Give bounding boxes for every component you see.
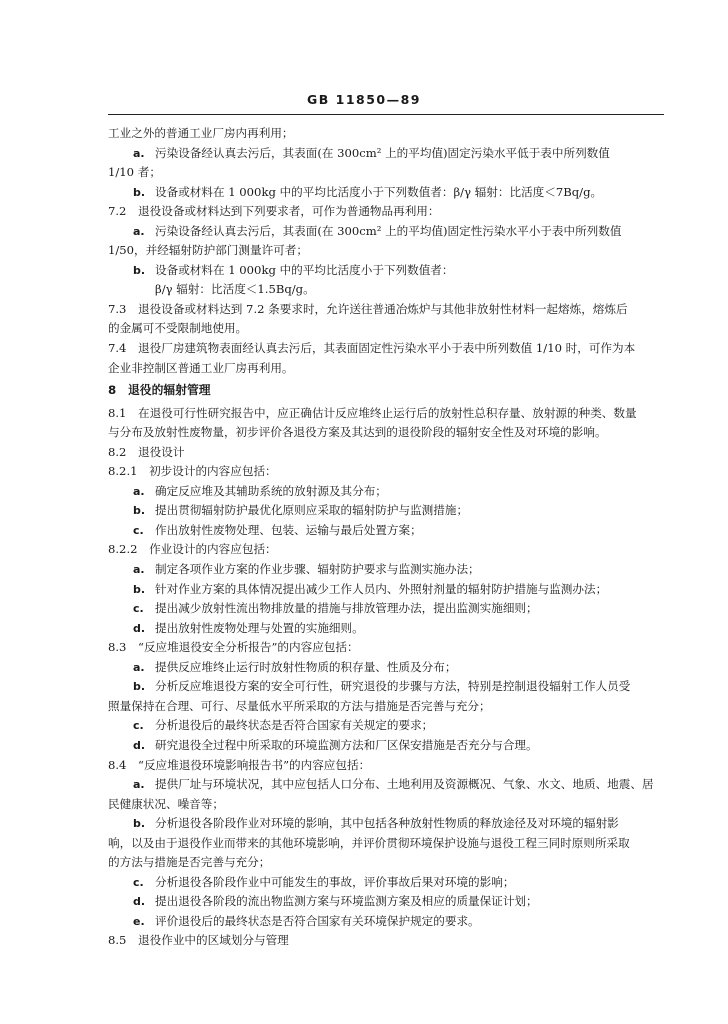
line-text: 的金属可不受限制地使用。 (108, 321, 248, 336)
list-marker: e. (133, 914, 145, 928)
text-line (108, 521, 664, 541)
list-marker: a. (133, 146, 145, 160)
header-rule (108, 114, 664, 115)
text-line (108, 580, 664, 600)
line-text: 提出退役各阶段的流出物监测方案与环境监测方案及相应的质量保证计划； (155, 894, 538, 909)
line-text: 响，以及由于退役作业而带来的其他环境影响，并评价贯彻环境保护设施与退役工程三同时原则所采取 (108, 835, 630, 850)
text-line (108, 638, 664, 658)
text-line (108, 599, 664, 619)
line-text: 分析退役各阶段作业中可能发生的事故，评价事故后果对环境的影响； (155, 874, 515, 889)
text-line (108, 124, 664, 144)
line-text: 8.2 退役设计 (108, 444, 185, 459)
document-body (108, 124, 664, 951)
list-marker: a. (133, 778, 145, 792)
line-text: 污染设备经认真去污后，其表面(在 300cm² 上的平均值)固定性污染水平小于表中所列数值 (155, 223, 622, 238)
text-line (108, 873, 664, 893)
line-text: 企业非控制区普通工业厂房再利用。 (108, 360, 294, 375)
page-header-standard-number: GB 11850—89 (306, 92, 422, 107)
text-line (108, 892, 664, 912)
list-marker: b. (133, 680, 146, 694)
text-line (108, 261, 664, 281)
line-text: 研究退役全过程中所采取的环境监测方法和厂区保安措施是否充分与合理。 (155, 737, 538, 752)
list-marker: c. (133, 523, 144, 537)
text-line (108, 202, 664, 222)
text-line (108, 756, 664, 776)
list-marker: b. (133, 817, 146, 831)
line-text: 与分布及放射性废物量，初步评价各退役方案及其达到的退役阶段的辐射安全性及对环境的影响。 (108, 425, 607, 440)
text-line (108, 795, 664, 815)
list-marker: b. (133, 263, 146, 277)
text-line (108, 423, 664, 443)
list-marker: b. (133, 582, 146, 596)
line-text: 提出减少放射性流出物排放量的措施与排放管理办法，提出监测实施细则； (155, 601, 538, 616)
text-line (108, 144, 664, 164)
text-line (108, 319, 664, 339)
text-line (108, 931, 664, 951)
line-text: 提供反应堆终止运行时放射性物质的积存量、性质及分布； (155, 659, 457, 674)
text-line (108, 775, 664, 795)
text-line (108, 677, 664, 697)
line-text: 制定各项作业方案的作业步骤、辐射防护要求与监测实施办法； (155, 562, 480, 577)
line-text: 8.1 在退役可行性研究报告中，应正确估计反应堆终止运行后的放射性总积存量、放射源的种类、数量 (108, 405, 637, 420)
line-text: 8 退役的辐射管理 (108, 383, 211, 398)
line-text: 提出贯彻辐射防护最优化原则应采取的辐射防护与监测措施； (155, 503, 469, 518)
line-text: 1/10 者； (108, 165, 161, 180)
text-line (108, 834, 664, 854)
line-text: 设备或材料在 1 000kg 中的平均比活度小于下列数值者： (155, 262, 454, 277)
text-line (108, 853, 664, 873)
list-marker: d. (133, 895, 146, 909)
text-line (108, 462, 664, 482)
line-text: 提出放射性废物处理与处置的实施细则。 (155, 620, 364, 635)
list-marker: c. (133, 719, 144, 733)
list-marker: a. (133, 563, 145, 577)
text-line (108, 443, 664, 463)
text-line (108, 814, 664, 834)
line-text: 作出放射性废物处理、包装、运输与最后处置方案； (155, 522, 422, 537)
line-text: 7.4 退役厂房建筑物表面经认真去污后，其表面固定性污染水平小于表中所列数值 1/10 时，可作为本 (108, 341, 636, 356)
line-text: β/γ 辐射：比活度＜1.5Bq/g。 (155, 282, 315, 297)
line-text: 针对作业方案的具体情况提出减少工作人员内、外照射剂量的辐射防护措施与监测办法； (155, 581, 608, 596)
text-line (108, 359, 664, 379)
text-line (108, 658, 664, 678)
line-text: 8.4 “反应堆退役环境影响报告书”的内容应包括： (108, 757, 371, 772)
text-line (108, 716, 664, 736)
text-line (108, 619, 664, 639)
text-line (108, 404, 664, 424)
list-marker: c. (133, 875, 144, 889)
line-text: 7.3 退役设备或材料达到 7.2 条要求时，允许送往普通冶炼炉与其他非放射性材料一起熔炼，熔炼后 (108, 301, 628, 316)
list-marker: a. (133, 484, 145, 498)
text-line (108, 241, 664, 261)
text-line (108, 183, 664, 203)
line-text: 设备或材料在 1 000kg 中的平均比活度小于下列数值者：β/γ 辐射：比活度＜7Bq/g。 (155, 184, 603, 199)
list-marker: d. (133, 738, 146, 752)
text-line (108, 280, 664, 300)
line-text: 7.2 退役设备或材料达到下列要求者，可作为普通物品再利用： (108, 204, 440, 219)
text-line (108, 697, 664, 717)
text-line (108, 300, 664, 320)
list-marker: d. (133, 621, 146, 635)
list-marker: b. (133, 185, 146, 199)
line-text: 工业之外的普通工业厂房内再利用； (108, 126, 294, 140)
list-marker: c. (133, 602, 144, 616)
line-text: 分析退役各阶段作业对环境的影响，其中包括各种放射性物质的释放途径及对环境的辐射影 (155, 816, 619, 831)
line-text: 污染设备经认真去污后，其表面(在 300cm² 上的平均值)固定污染水平低于表中所列数值 (155, 145, 610, 160)
line-text: 8.5 退役作业中的区域划分与管理 (108, 933, 289, 948)
text-line (108, 912, 664, 932)
text-line (108, 222, 664, 242)
list-marker: a. (133, 660, 145, 674)
list-marker: a. (133, 224, 145, 238)
line-text: 分析退役后的最终状态是否符合国家有关规定的要求； (155, 718, 434, 733)
line-text: 分析反应堆退役方案的安全可行性，研究退役的步骤与方法，特别是控制退役辐射工作人员受 (155, 679, 631, 694)
line-text: 1/50，并经辐射防护部门测量许可者； (108, 243, 308, 258)
line-text: 的方法与措施是否完善与充分； (108, 855, 271, 870)
line-text: 8.3 “反应堆退役安全分析报告”的内容应包括： (108, 640, 359, 655)
list-marker: b. (133, 504, 146, 518)
line-text: 照量保持在合理、可行、尽量低水平所采取的方法与措施是否完善与充分； (108, 698, 491, 713)
text-line (108, 482, 664, 502)
text-line (108, 560, 664, 580)
line-text: 8.2.2 作业设计的内容应包括： (108, 542, 277, 557)
line-text: 评价退役后的最终状态是否符合国家有关环境保护规定的要求。 (155, 913, 480, 928)
section-heading (108, 381, 664, 401)
line-text: 提供厂址与环境状况，其中应包括人口分布、土地利用及资源概况、气象、水文、地质、地震、居 (155, 777, 654, 792)
text-line (108, 540, 664, 560)
text-line (108, 163, 664, 183)
text-line (108, 501, 664, 521)
line-text: 民健康状况、噪音等； (108, 796, 224, 811)
text-line (108, 736, 664, 756)
line-text: 8.2.1 初步设计的内容应包括： (108, 464, 277, 479)
line-text: 确定反应堆及其辅助系统的放射源及其分布； (155, 483, 387, 498)
text-line (108, 339, 664, 359)
